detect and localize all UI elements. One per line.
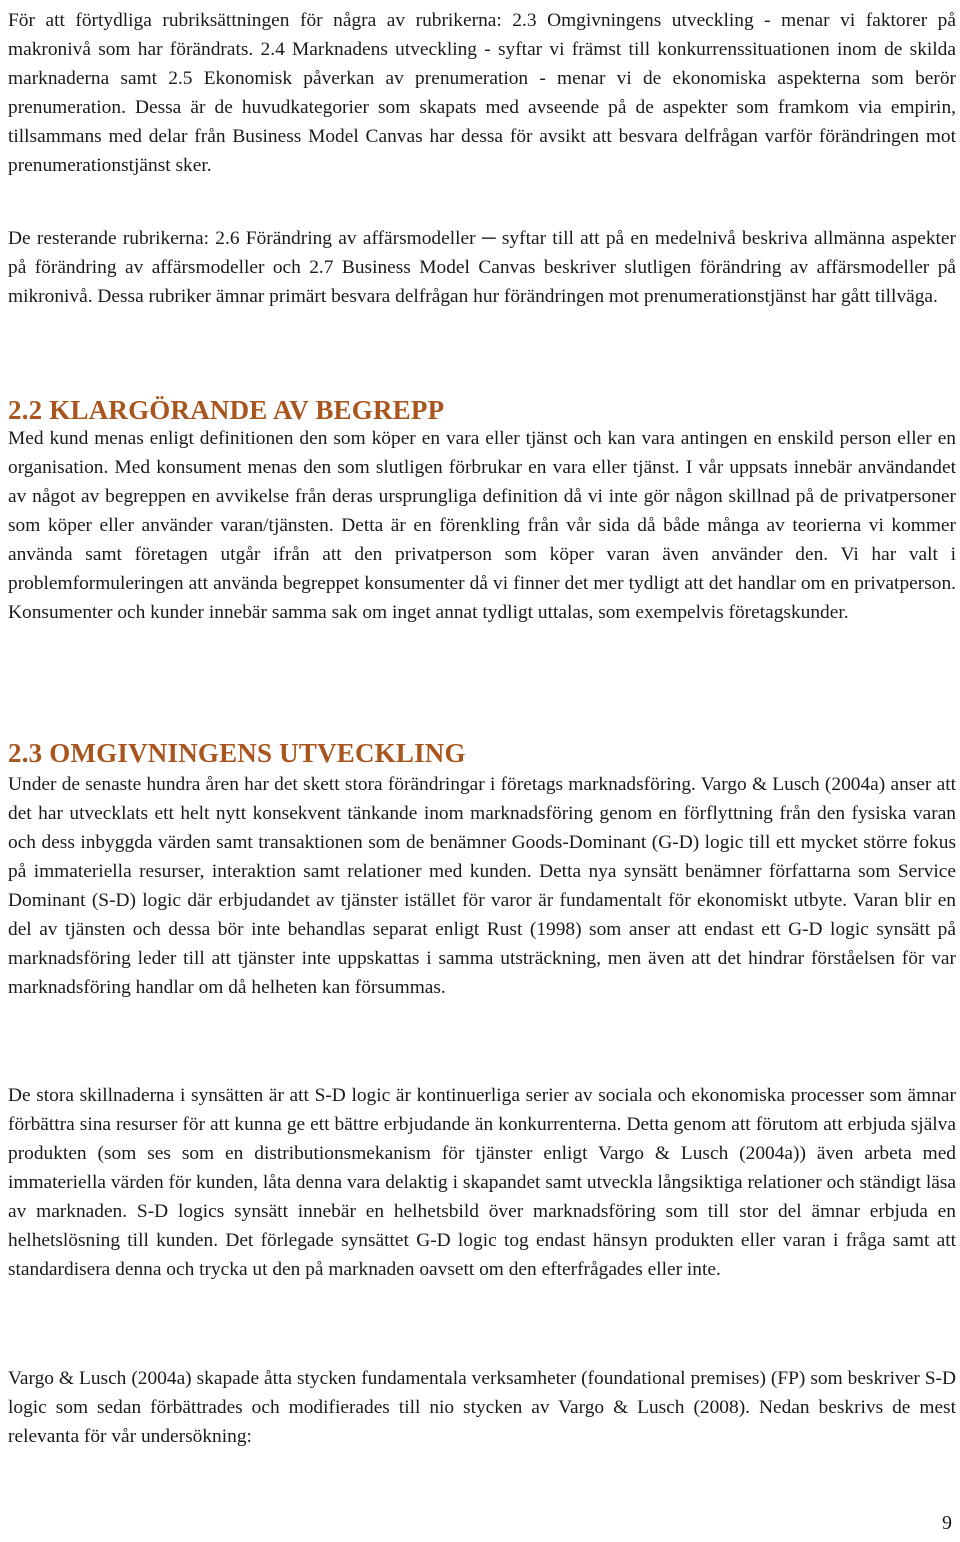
section-2-3-paragraph-2: De stora skillnaderna i synsätten är att S-D logic är kontinuerliga serier av sociala och ekonomiska processer som ämnar förbättra sina resurser för att kunna ge ett bättre erbjudande än konkurrenterna. Detta genom att förutom att erbjuda själva produkten (som ses som en distributionsmekanism för tjänster enligt Vargo & Lusch (2004a)) även arbeta med immateriella värden för kunden, låta denna vara delaktig i skapandet samt utveckla långsiktiga relationer och ständigt läsa av marknaden. S-D logics synsätt innebär en helhetsbild över marknadsföring som till stor del ämnar erbjuda en helhetslösning till kunden. Det förlegade synsättet G-D logic tog endast hänsyn produkten eller varan i fråga samt att standardisera denna och trycka ut den på marknaden oavsett om den efterfrågades eller inte. <box>8 1085 956 1280</box>
section-2-3-paragraph-1: Under de senaste hundra åren har det skett stora förändringar i företags marknadsföring. Vargo & Lusch (2004a) anser att det har utvecklats ett helt nytt konsekvent tänkande inom marknadsföring genom en förflyttning från den fysiska varan och dess inbyggda värden samt transaktionen som de benämner Goods-Dominant (G-D) logic till ett mycket större fokus på immateriella resurser, interaktion samt relationer med kunden. Detta nya synsätt benämner författarna som Service Dominant (S-D) logic där erbjudandet av tjänster istället för varor är fundamentalt för ekonomiskt utbyte. Varan blir en del av tjänsten och dessa bör inte behandlas separat enligt Rust (1998) som anser att endast ett G-D logic synsätt på marknadsföring leder till att tjänster inte uppskattas i samma utsträckning, men även att det hindrar förståelsen för var marknadsföring handlar om då helheten kan försummas. <box>8 774 956 998</box>
section-heading-2-2: 2.2 KLARGÖRANDE AV BEGREPP <box>8 395 445 425</box>
page-number: 9 <box>942 1512 952 1534</box>
intro-paragraph-2: De resterande rubrikerna: 2.6 Förändring av affärsmodeller ─ syftar till att på en medelnivå beskriva allmänna aspekter på förändring av affärsmodeller och 2.7 Business Model Canvas beskriver slutligen förändring av affärsmodeller på mikronivå. Dessa rubriker ämnar primärt besvara delfrågan hur förändringen mot prenumerationstjänst har gått tillväga. <box>8 228 956 307</box>
section-heading-2-3: 2.3 OMGIVNINGENS UTVECKLING <box>8 738 466 768</box>
section-2-3-paragraph-3: Vargo & Lusch (2004a) skapade åtta stycken fundamentala verksamheter (foundational premises) (FP) som beskriver S-D logic som sedan förbättrades och modifierades till nio stycken av Vargo & Lusch (2008). Nedan beskrivs de mest relevanta för vår undersökning: <box>8 1368 956 1447</box>
intro-paragraph-1: För att förtydliga rubriksättningen för några av rubrikerna: 2.3 Omgivningens utveckling - menar vi faktorer på makronivå som har förändrats. 2.4 Marknadens utveckling - syftar vi främst till konkurrenssituationen inom de skilda marknaderna samt 2.5 Ekonomisk påverkan av prenumeration - menar vi de ekonomiska aspekterna som berör prenumeration. Dessa är de huvudkategorier som skapats med avseende på de aspekter som framkom via empirin, tillsammans med delar från Business Model Canvas har dessa för avsikt att besvara delfrågan varför förändringen mot prenumerationstjänst sker. <box>8 10 956 176</box>
section-2-2-paragraph: Med kund menas enligt definitionen den som köper en vara eller tjänst och kan vara antingen en enskild person eller en organisation. Med konsument menas den som slutligen förbrukar en vara eller tjänst. I vår uppsats innebär användandet av något av begreppen en avvikelse från deras ursprungliga definition då vi inte gör någon skillnad på de privatpersoner som köper eller använder varan/tjänsten. Detta är en förenkling från vår sida då både många av teorierna vi kommer använda samt företagen utgår ifrån att den privatperson som köper varan även använder den. Vi har valt i problemformuleringen att använda begreppet konsumenter då vi finner det mer tydligt att det handlar om en privatperson. Konsumenter och kunder innebär samma sak om inget annat tydligt uttalas, som exempelvis företagskunder. <box>8 428 956 623</box>
